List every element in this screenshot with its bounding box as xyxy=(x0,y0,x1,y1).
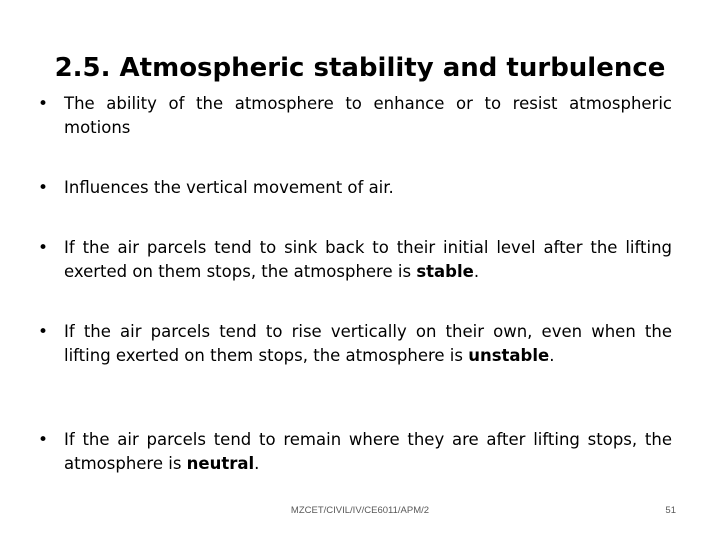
bullet-marker: • xyxy=(38,238,49,258)
bullet-marker: • xyxy=(38,94,49,114)
bullet-text: Influences the vertical movement of air. xyxy=(64,178,394,197)
neutral-term: neutral xyxy=(186,454,255,473)
bullet-text-main: If the air parcels tend to sink back to their initial level after the lifting exerted on them stops, the atmosphere is xyxy=(64,238,672,281)
bullet-item-neutral xyxy=(38,428,672,476)
stable-term: stable xyxy=(416,262,474,281)
bullet-text: The ability of the atmosphere to enhance or to resist atmospheric motions xyxy=(64,94,672,137)
bullet-item-stable xyxy=(38,236,672,284)
bullet-marker: • xyxy=(38,178,49,198)
bullet-marker: • xyxy=(38,430,49,450)
bullet-item-definition xyxy=(38,92,672,140)
bullet-item-unstable xyxy=(38,320,672,368)
bullet-text xyxy=(64,428,672,476)
footer-course-code: MZCET/CIVIL/IV/CE6011/APM/2 xyxy=(290,505,430,516)
bullet-text-main: If the air parcels tend to remain where they are after lifting stops, the atmosphere is xyxy=(64,430,672,473)
bullet-text-main: If the air parcels tend to rise vertically on their own, even when the lifting exerted on them stops, the atmosphere is xyxy=(64,322,672,365)
slide-title: 2.5. Atmospheric stability and turbulence xyxy=(54,53,666,83)
bullet-text-end: . xyxy=(254,454,260,473)
bullet-marker: • xyxy=(38,322,49,342)
bullet-text xyxy=(64,320,672,368)
unstable-term: unstable xyxy=(468,346,550,365)
bullet-text-end: . xyxy=(549,346,555,365)
bullet-text xyxy=(64,236,672,284)
bullet-text-end: . xyxy=(473,262,480,281)
slide-number: 51 xyxy=(665,505,676,516)
bullet-item-vertical-movement xyxy=(38,176,672,200)
